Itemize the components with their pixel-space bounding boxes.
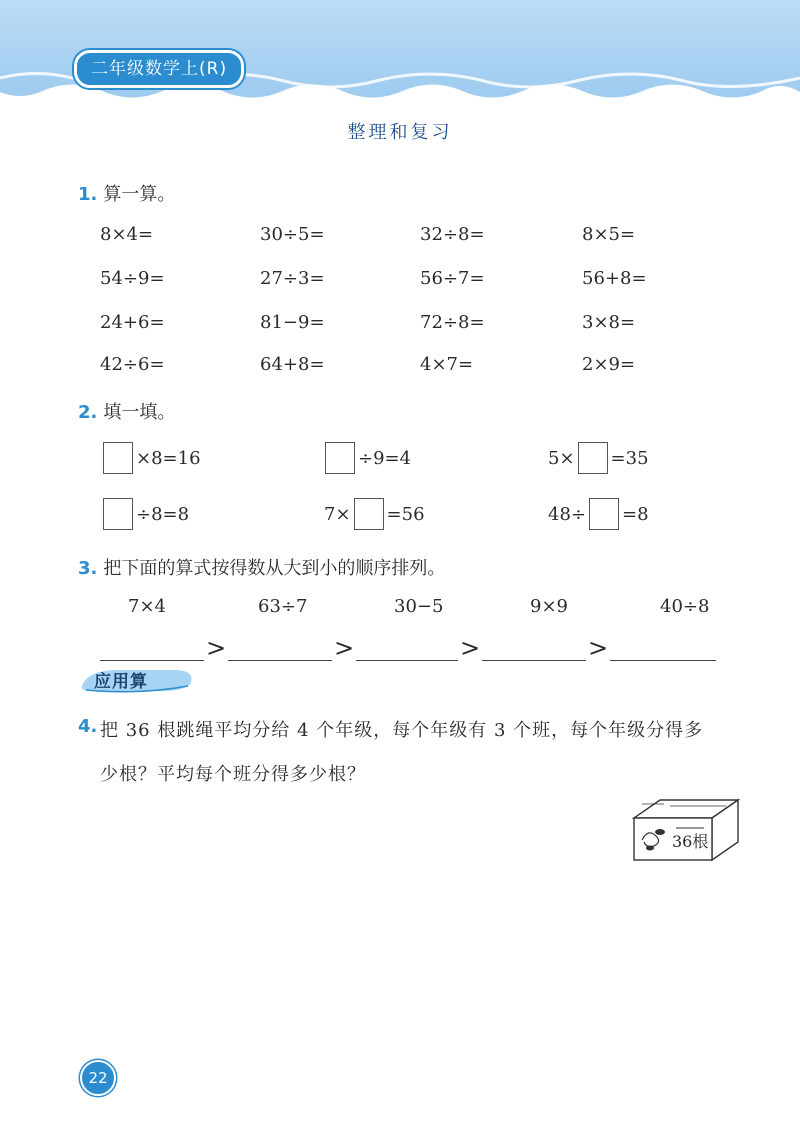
page-header bbox=[0, 0, 800, 110]
section-label: 应用算 bbox=[94, 672, 148, 692]
q1-equation: 4×7= bbox=[420, 354, 474, 375]
q4-text-line: 少根？平均每个班分得多少根？ bbox=[100, 764, 366, 785]
q2-post: ×8=16 bbox=[136, 447, 201, 469]
q1-equation: 30÷5= bbox=[260, 224, 325, 245]
q1-equation: 56+8= bbox=[582, 268, 647, 289]
greater-than-sign: > bbox=[206, 634, 227, 662]
q1-equation: 32÷8= bbox=[420, 224, 485, 245]
section-tag bbox=[78, 664, 196, 692]
q2-fill-item bbox=[100, 498, 189, 530]
q2-fill-item bbox=[324, 498, 425, 530]
q1-equation: 56÷7= bbox=[420, 268, 485, 289]
answer-box[interactable] bbox=[578, 442, 608, 474]
q3-number: 3. bbox=[78, 558, 98, 579]
answer-blank[interactable] bbox=[482, 660, 586, 661]
q1-equation: 81−9= bbox=[260, 312, 325, 333]
q1-equation: 24+6= bbox=[100, 312, 165, 333]
q2-fill-item bbox=[322, 442, 411, 474]
page-title: 整理和复习 bbox=[347, 122, 453, 143]
q2-prompt: 填一填。 bbox=[103, 402, 176, 423]
answer-blank[interactable] bbox=[610, 660, 716, 661]
q2-fill-item bbox=[548, 498, 649, 530]
answer-blank[interactable] bbox=[228, 660, 332, 661]
greater-than-sign: > bbox=[460, 634, 481, 662]
q2-post: =8 bbox=[622, 503, 649, 525]
q2-post: ÷8=8 bbox=[136, 503, 190, 525]
q3-expression: 63÷7 bbox=[258, 596, 308, 617]
q3-expression: 9×9 bbox=[530, 596, 568, 617]
answer-box[interactable] bbox=[589, 498, 619, 530]
q1-equation: 3×8= bbox=[582, 312, 636, 333]
q1-equation: 72÷8= bbox=[420, 312, 485, 333]
q1-equation: 8×5= bbox=[582, 224, 636, 245]
q2-fill-item bbox=[100, 442, 201, 474]
q3-prompt: 把下面的算式按得数从大到小的顺序排列。 bbox=[103, 558, 446, 579]
answer-box[interactable] bbox=[103, 442, 133, 474]
q1-prompt: 算一算。 bbox=[103, 184, 176, 205]
q2-heading bbox=[78, 398, 175, 424]
answer-box[interactable] bbox=[325, 442, 355, 474]
q3-expression: 30−5 bbox=[394, 596, 444, 617]
q2-pre: 7× bbox=[324, 503, 351, 525]
q2-fill-item bbox=[548, 442, 649, 474]
q3-expression: 7×4 bbox=[128, 596, 166, 617]
q2-number: 2. bbox=[78, 402, 98, 423]
box-quantity-label: 36根 bbox=[672, 832, 709, 851]
q2-pre: 48÷ bbox=[548, 503, 586, 525]
answer-box[interactable] bbox=[354, 498, 384, 530]
q2-post: =56 bbox=[386, 503, 425, 525]
answer-box[interactable] bbox=[103, 498, 133, 530]
q1-heading bbox=[78, 180, 175, 206]
answer-blank[interactable] bbox=[100, 660, 204, 661]
greater-than-sign: > bbox=[588, 634, 609, 662]
q3-expression: 40÷8 bbox=[660, 596, 710, 617]
page-number: 22 bbox=[80, 1060, 116, 1096]
q1-equation: 27÷3= bbox=[260, 268, 325, 289]
q1-equation: 8×4= bbox=[100, 224, 154, 245]
q2-post: =35 bbox=[610, 447, 649, 469]
q3-heading bbox=[78, 554, 445, 580]
q1-number: 1. bbox=[78, 184, 98, 205]
q4-number: 4. bbox=[78, 716, 98, 737]
book-label-badge: 二年级数学上(R) bbox=[74, 50, 244, 88]
q1-equation: 2×9= bbox=[582, 354, 636, 375]
q1-equation: 42÷6= bbox=[100, 354, 165, 375]
greater-than-sign: > bbox=[334, 634, 355, 662]
answer-blank[interactable] bbox=[356, 660, 458, 661]
q2-pre: 5× bbox=[548, 447, 575, 469]
q1-equation: 54÷9= bbox=[100, 268, 165, 289]
q4-text-line: 把 36 根跳绳平均分给 4 个年级，每个年级有 3 个班，每个年级分得多 bbox=[100, 720, 704, 741]
q1-equation: 64+8= bbox=[260, 354, 325, 375]
q2-post: ÷9=4 bbox=[358, 447, 412, 469]
